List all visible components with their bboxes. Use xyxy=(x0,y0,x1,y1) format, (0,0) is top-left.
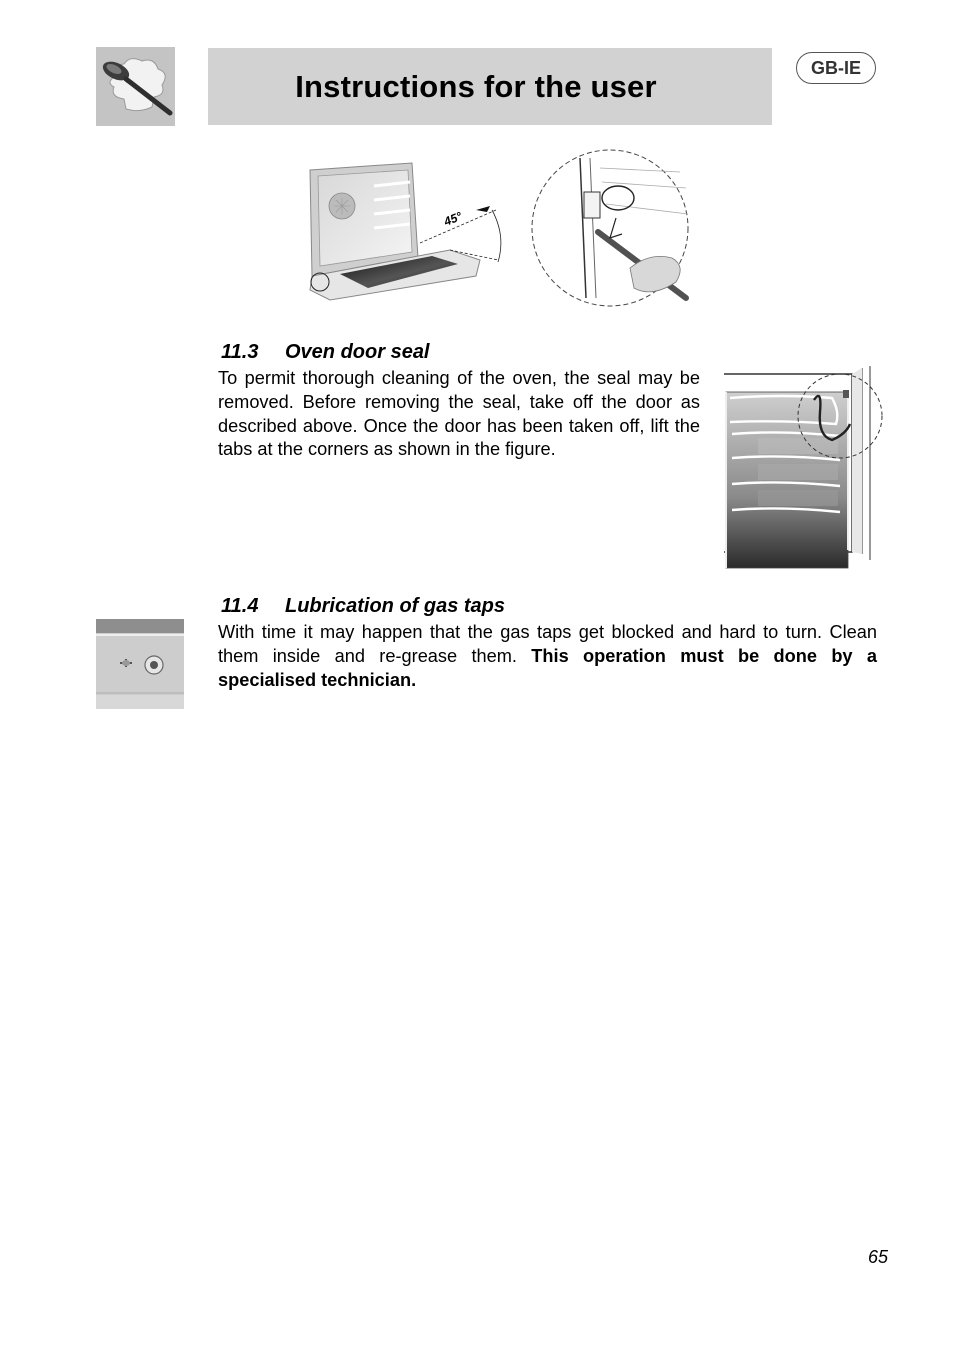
section-heading-oven-door-seal xyxy=(221,341,430,364)
angle-label: 45° xyxy=(441,208,464,229)
spoon-chef-hat-icon xyxy=(96,47,175,126)
section-title: Oven door seal xyxy=(285,341,430,363)
oven-door-seal-paragraph: To permit thorough cleaning of the oven, the seal may be removed. Before removing the seal, take off the door as described above. Once the door has been taken off, lift the tabs at the corners as shown in the figure. xyxy=(218,368,700,460)
door-removal-figure xyxy=(300,148,700,313)
page-title: Instructions for the user xyxy=(295,68,657,104)
language-badge: GB-IE xyxy=(796,52,876,84)
logo xyxy=(96,47,175,126)
lubrication-paragraph xyxy=(218,621,877,692)
page-number: 65 xyxy=(868,1247,889,1267)
section-title: Lubrication of gas taps xyxy=(285,595,506,617)
gas-tap-figure xyxy=(96,619,184,709)
oven-seal-figure xyxy=(722,364,888,574)
section-number: 11.4 xyxy=(221,595,259,617)
section-number: 11.3 xyxy=(221,341,259,363)
lubrication-warning: This operation must be done by a specialised technician. xyxy=(218,645,877,690)
lubrication-text: With time it may happen that the gas taps get blocked and hard to turn. Clean them inside and re-grease them. xyxy=(218,622,877,666)
header-title-bar xyxy=(208,48,772,125)
section-heading-lubrication xyxy=(221,595,505,618)
